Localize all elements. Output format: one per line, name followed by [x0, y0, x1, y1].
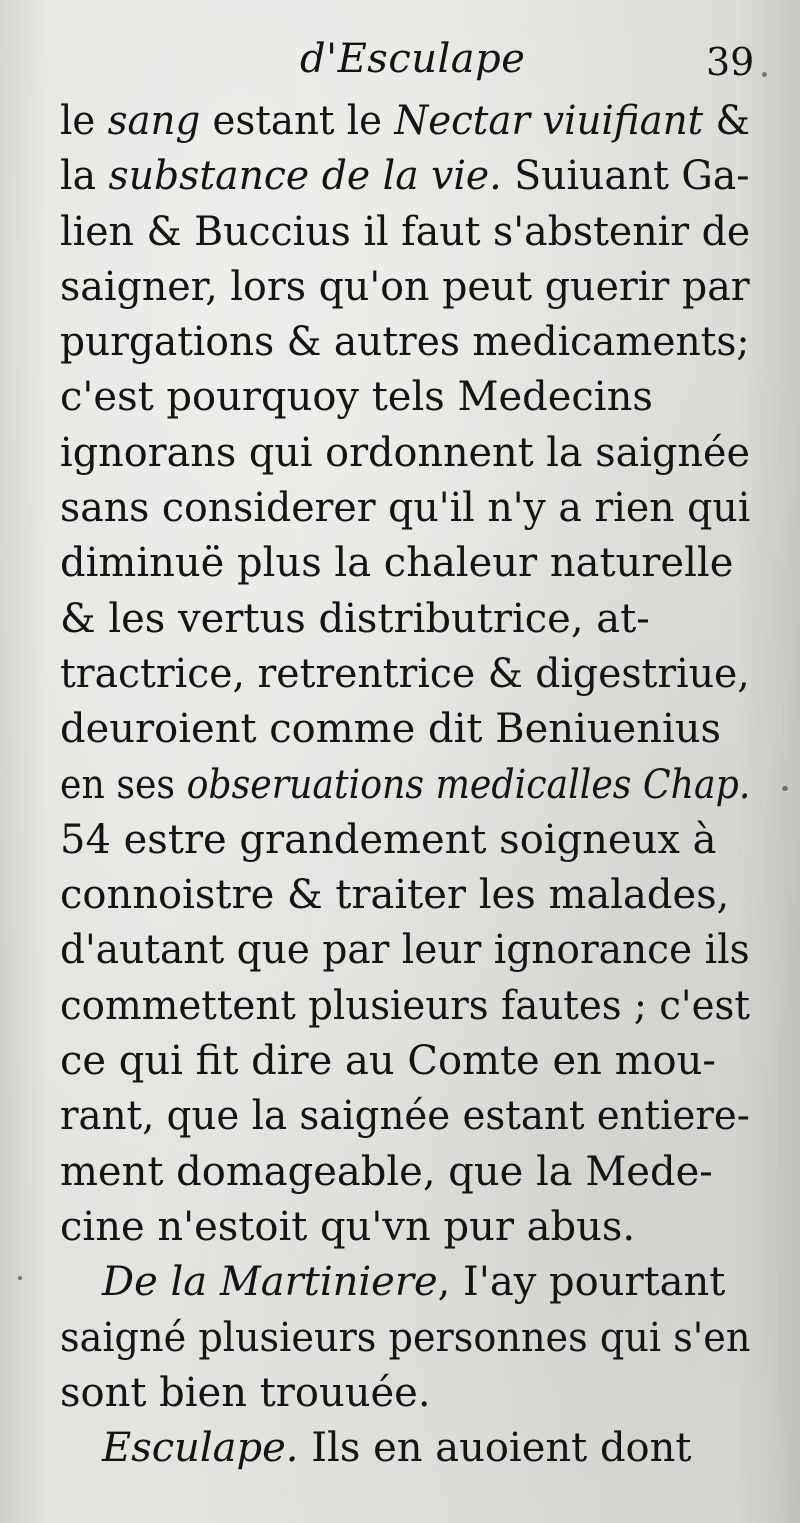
text-segment: sans considerer qu'il n'y a rien qui: [60, 485, 751, 532]
text-segment: lien & Buccius il faut s'abstenir de: [60, 208, 751, 255]
text-line: [60, 647, 750, 702]
text-segment: d'autant que par leur ignorance ils: [60, 927, 750, 974]
body-text: [60, 94, 750, 1476]
text-segment: saigné plusieurs personnes qui s'en: [60, 1314, 751, 1361]
text-line: [60, 481, 751, 536]
italic-text-segment: obseruations medicalles Chap.: [186, 761, 751, 808]
text-segment: cine n'estoit qu'vn pur abus.: [60, 1203, 636, 1250]
ink-speck: [782, 786, 788, 791]
text-segment: saigner, lors qu'on peut guerir par: [60, 263, 750, 310]
text-line: [60, 536, 750, 591]
page-header: [0, 28, 800, 88]
text-line: [60, 426, 750, 481]
italic-text-segment: De la Martiniere: [102, 1259, 438, 1306]
text-segment: ment domageable, que la Mede-: [60, 1148, 713, 1195]
ink-speck: [18, 1276, 22, 1280]
text-segment: &: [703, 98, 750, 144]
text-line: [60, 979, 750, 1034]
text-line: [60, 702, 750, 757]
text-line: [60, 1089, 750, 1144]
text-line: [60, 758, 751, 813]
text-line: [60, 592, 750, 647]
text-line: [60, 205, 751, 260]
text-segment: le: [60, 98, 108, 144]
text-segment: rant, que la saignée estant entiere-: [60, 1093, 750, 1140]
text-segment: commettent plusieurs fautes ; c'est: [60, 982, 750, 1029]
ink-speck: [762, 72, 767, 77]
running-head: d'Esculape: [300, 36, 526, 82]
text-segment: sont bien trouuée.: [60, 1369, 431, 1416]
italic-text-segment: sang: [107, 98, 201, 144]
text-line: [60, 260, 750, 315]
text-line: [60, 1421, 750, 1476]
text-line: [60, 1311, 751, 1366]
text-segment: Suiuant Ga-: [501, 153, 750, 200]
text-line: [60, 370, 750, 425]
text-segment: Ils en auoient dont: [298, 1425, 692, 1472]
text-segment: deuroient comme dit Beniuenius: [60, 706, 722, 753]
text-segment: diminuë plus la chaleur naturelle: [60, 540, 734, 587]
text-line: [60, 94, 750, 149]
page-number: 39: [706, 40, 755, 84]
text-segment: , I'ay pourtant: [437, 1259, 726, 1306]
text-line: [60, 1200, 750, 1255]
italic-text-segment: Esculape.: [102, 1425, 299, 1472]
text-segment: estant le: [200, 98, 395, 144]
text-segment: ignorans qui ordonnent la saignée: [60, 429, 750, 476]
text-line: [60, 1366, 750, 1421]
text-line: [60, 315, 750, 370]
text-line: [60, 868, 750, 923]
text-segment: purgations & autres medicaments;: [60, 319, 750, 366]
text-line: [60, 149, 750, 204]
text-segment: 54 estre grandement soigneux à: [60, 816, 717, 863]
italic-text-segment: substance de la vie.: [108, 153, 502, 200]
text-segment: tractrice, retrentrice & digestriue,: [60, 650, 750, 697]
text-segment: c'est pourquoy tels Medecins: [60, 374, 653, 421]
text-segment: en ses: [60, 761, 187, 808]
text-line: [60, 1255, 750, 1310]
text-segment: la: [60, 153, 109, 200]
italic-text-segment: Nectar viuifiant: [394, 98, 704, 144]
text-line: [60, 1034, 750, 1089]
text-segment: & les vertus distributrice, at-: [60, 595, 650, 642]
text-segment: connoistre & traiter les malades,: [60, 872, 730, 919]
text-line: [60, 813, 750, 868]
text-segment: ce qui fit dire au Comte en mou-: [60, 1038, 716, 1085]
text-line: [60, 923, 750, 978]
text-line: [60, 1145, 750, 1200]
